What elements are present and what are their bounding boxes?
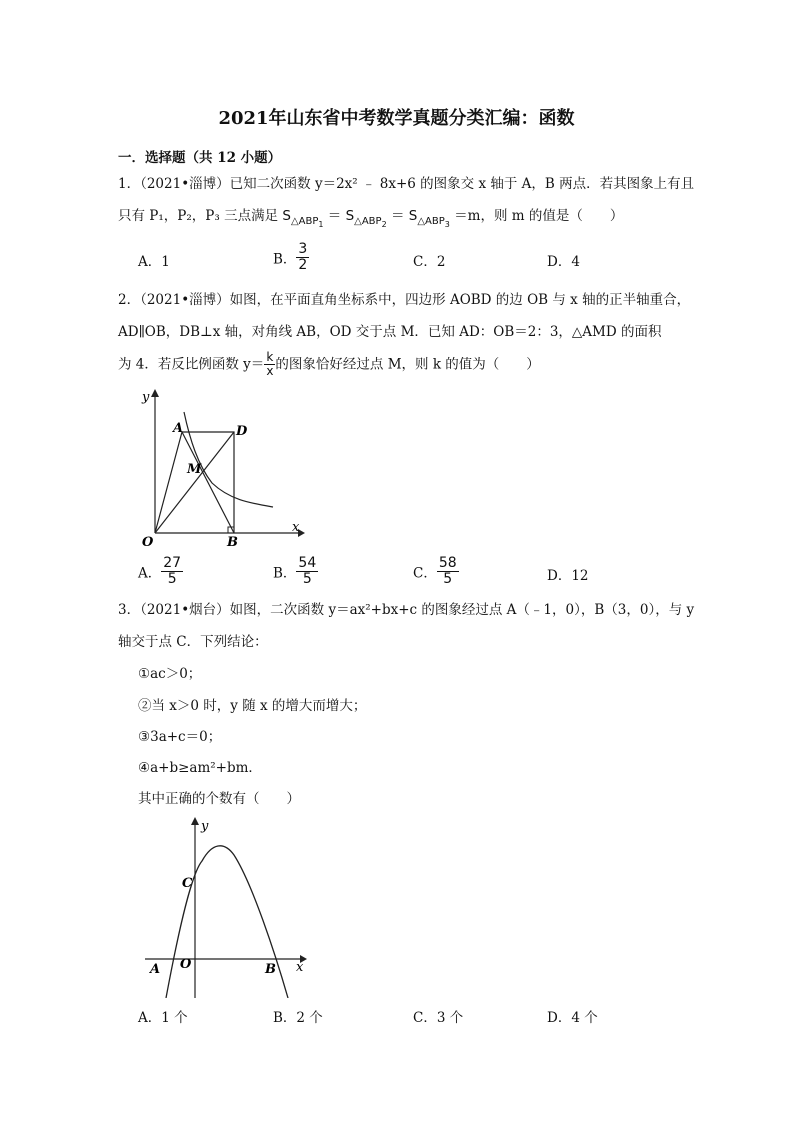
q2-frac-x: x xyxy=(266,364,274,378)
q1-idx1: 1 xyxy=(318,219,324,229)
q2-fig-label-d: D xyxy=(236,424,248,439)
q3-fig-label-b: B xyxy=(265,962,276,977)
q2-option-b-label: B． xyxy=(273,565,297,582)
page-title: 2021年山东省中考数学真题分类汇编：函数 xyxy=(218,108,575,129)
q3-line1: 3．（2021•烟台）如图，二次函数 y＝ax²+bx+c 的图象经过点 A（﹣1，0），B（3，0），与 y xyxy=(118,602,695,618)
section-heading: 一．选择题（共 12 小题） xyxy=(118,150,282,166)
q2-fig-label-b: B xyxy=(227,535,238,550)
q2-frac-k: k xyxy=(264,351,275,365)
q2-option-a xyxy=(138,556,183,587)
q1-s2: S xyxy=(345,208,355,224)
q1-sub3: △ABP xyxy=(417,215,445,227)
q3-conclusion-1: ①ac＞0； xyxy=(138,666,202,682)
q1-line1: 1．（2021•淄博）已知二次函数 y＝2x² ﹣ 8x+6 的图象交 x 轴于 A，B 两点．若其图象上有且 xyxy=(118,176,695,192)
q2-option-c-den: 5 xyxy=(443,571,453,587)
q3-question: 其中正确的个数有（ ） xyxy=(138,791,300,807)
q1-option-d: D．4 xyxy=(547,254,580,270)
q3-option-c: C．3 个 xyxy=(413,1010,464,1026)
q1-idx2: 2 xyxy=(381,219,387,229)
q3-figure xyxy=(140,813,315,998)
q1-line2-post: ＝m，则 m 的值是（ ） xyxy=(454,208,624,224)
q1-option-b-label: B． xyxy=(273,251,297,268)
q1-option-b-num: 3 xyxy=(298,241,308,257)
q3-fig-label-x: x xyxy=(296,960,304,975)
q2-line1: 2．（2021•淄博）如图，在平面直角坐标系中，四边形 AOBD 的边 OB 与 x 轴的正半轴重合， xyxy=(118,292,691,308)
q2-fig-label-o: O xyxy=(142,535,154,550)
q3-fig-label-a: A xyxy=(150,962,161,977)
q3-conclusion-4: ④a+b≥am²+bm． xyxy=(138,760,262,776)
q1-line2 xyxy=(118,206,623,235)
q1-eq2: ＝ xyxy=(390,208,405,224)
q2-line3-post: 的图象恰好经过点 M，则 k 的值为（ ） xyxy=(275,356,540,373)
q3-line2: 轴交于点 C．下列结论： xyxy=(118,634,268,650)
q3-option-d: D．4 个 xyxy=(547,1010,598,1026)
q2-option-c-label: C． xyxy=(413,565,437,582)
q2-fig-label-a: A xyxy=(173,421,184,436)
q3-fig-label-c: C xyxy=(182,876,193,891)
q2-option-b-num: 54 xyxy=(298,555,317,571)
q2-option-d: D．12 xyxy=(547,568,589,584)
q2-fig-label-y: y xyxy=(142,390,150,405)
q3-fig-label-o: O xyxy=(180,957,192,972)
q3-conclusion-2: ②当 x＞0 时，y 随 x 的增大而增大； xyxy=(138,698,367,714)
q2-fig-label-x: x xyxy=(292,520,300,535)
q2-line3-pre: 为 4．若反比例函数 y＝ xyxy=(118,356,265,373)
q2-option-b-den: 5 xyxy=(302,571,312,587)
q2-option-c xyxy=(413,556,459,587)
q2-line2: AD∥OB，DB⊥x 轴，对角线 AB，OD 交于点 M．已知 AD：OB＝2：3，△AMD 的面积 xyxy=(118,324,662,340)
q1-s1: S xyxy=(282,208,291,224)
q2-option-b xyxy=(273,556,318,587)
q1-line2-pre: 只有 P₁，P₂，P₃ 三点满足 xyxy=(118,208,279,224)
q2-line3 xyxy=(118,351,540,378)
q1-idx3: 3 xyxy=(444,219,450,229)
q2-fig-label-m: M xyxy=(187,462,202,477)
q1-option-b-den: 2 xyxy=(298,257,308,273)
q2-option-c-num: 58 xyxy=(438,555,457,571)
q2-option-a-num: 27 xyxy=(163,555,182,571)
q3-fig-label-y: y xyxy=(201,819,209,834)
q1-s3: S xyxy=(408,208,418,224)
q1-sub1: △ABP xyxy=(290,215,319,227)
q2-figure xyxy=(130,385,310,550)
q1-option-a: A．1 xyxy=(138,254,170,270)
q1-option-c: C．2 xyxy=(413,254,446,270)
q1-eq1: ＝ xyxy=(327,208,342,224)
q1-sub2: △ABP xyxy=(354,215,382,227)
q3-option-b: B．2 个 xyxy=(273,1010,323,1026)
q1-option-b xyxy=(273,242,309,273)
q3-option-a: A．1 个 xyxy=(138,1010,188,1026)
q2-option-a-den: 5 xyxy=(167,571,177,587)
q2-option-a-label: A． xyxy=(138,565,162,582)
q3-conclusion-3: ③3a+c＝0； xyxy=(138,729,222,745)
